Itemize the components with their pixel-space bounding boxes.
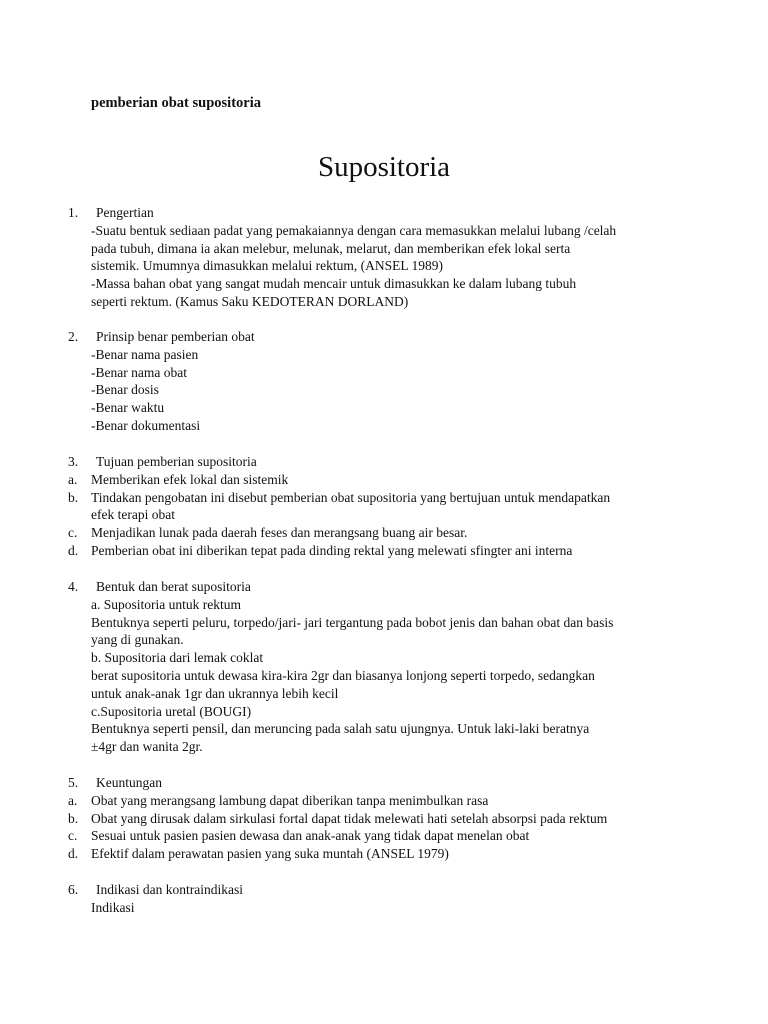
section-number: 4. — [68, 579, 79, 594]
item-line: Sesuai untuk pasien pasien dewasa dan anak-anak yang tidak dapat menelan obat — [91, 828, 530, 844]
item-marker: a. — [68, 471, 78, 487]
body-line: yang di gunakan. — [91, 632, 184, 648]
section-keuntungan — [0, 774, 700, 863]
section-header — [0, 774, 700, 792]
item-marker: d. — [68, 542, 79, 558]
item-marker: b. — [68, 489, 79, 505]
item-line: Efektif dalam perawatan pasien yang suka muntah (ANSEL 1979) — [91, 846, 449, 862]
section-body — [0, 596, 700, 756]
body-line: -Massa bahan obat yang sangat mudah mencair untuk dimasukkan ke dalam lubang tubuh — [91, 276, 577, 292]
section-title: Tujuan pemberian supositoria — [96, 454, 257, 469]
body-line: -Suatu bentuk sediaan padat yang pemakaiannya dengan cara memasukkan melalui lubang /celah — [91, 222, 617, 238]
body-line: Bentuknya seperti pensil, dan meruncing pada salah satu ujungnya. Untuk laki-laki beratnya — [91, 721, 590, 737]
section-title: Bentuk dan berat supositoria — [96, 579, 251, 594]
document-title: Supositoria — [317, 151, 451, 183]
item-marker: c. — [68, 828, 78, 844]
item-line: efek terapi obat — [91, 507, 175, 523]
body-line: Bentuknya seperti peluru, torpedo/jari- jari tergantung pada bobot jenis dan bahan obat dan basis — [91, 614, 614, 630]
item-line: Tindakan pengobatan ini disebut pemberian obat supositoria yang bertujuan untuk mendapatkan — [91, 489, 611, 505]
body-line: berat supositoria untuk dewasa kira-kira 2gr dan biasanya lonjong seperti torpedo, sedangkan — [91, 667, 595, 683]
section-body — [0, 899, 700, 917]
list-item — [0, 489, 700, 525]
item-marker: c. — [68, 525, 78, 541]
section-header — [0, 204, 700, 222]
body-line: b. Supositoria dari lemak coklat — [91, 650, 264, 666]
list-item — [0, 810, 700, 828]
section-header — [0, 881, 700, 899]
section-prinsip — [0, 328, 700, 435]
document-heading: pemberian obat supositoria — [91, 95, 261, 111]
section-pengertian — [0, 204, 700, 311]
item-line: Memberikan efek lokal dan sistemik — [91, 471, 289, 487]
body-line: -Benar nama obat — [91, 364, 187, 380]
body-line: sistemik. Umumnya dimasukkan melalui rektum, (ANSEL 1989) — [91, 258, 443, 274]
item-line: Pemberian obat ini diberikan tepat pada dinding rektal yang melewati sfingter ani interna — [91, 542, 573, 558]
section-body — [0, 222, 700, 311]
section-number: 5. — [68, 775, 79, 790]
section-header — [0, 578, 700, 596]
list-item — [0, 471, 700, 489]
section-title: Prinsip benar pemberian obat — [96, 329, 255, 344]
section-header — [0, 453, 700, 471]
section-number: 1. — [68, 205, 79, 220]
section-number: 6. — [68, 882, 79, 897]
section-number: 3. — [68, 454, 79, 469]
section-body — [0, 346, 700, 435]
body-line: untuk anak-anak 1gr dan ukrannya lebih kecil — [91, 685, 339, 701]
section-title: Pengertian — [96, 205, 154, 220]
list-item — [0, 792, 700, 810]
section-tujuan — [0, 453, 700, 560]
item-marker: b. — [68, 810, 79, 826]
body-line: -Benar dosis — [91, 382, 159, 398]
list-item — [0, 845, 700, 863]
body-line: ±4gr dan wanita 2gr. — [91, 739, 203, 755]
body-line: Indikasi — [91, 899, 135, 915]
body-line: c.Supositoria uretal (BOUGI) — [91, 703, 252, 719]
section-indikasi — [0, 881, 700, 917]
section-title: Keuntungan — [96, 775, 162, 790]
item-marker: d. — [68, 846, 79, 862]
body-line: -Benar waktu — [91, 400, 165, 416]
section-title: Indikasi dan kontraindikasi — [96, 882, 243, 897]
item-line: Menjadikan lunak pada daerah feses dan merangsang buang air besar. — [91, 525, 468, 541]
body-line: -Benar nama pasien — [91, 346, 199, 362]
section-number: 2. — [68, 329, 79, 344]
item-line: Obat yang dirusak dalam sirkulasi fortal dapat tidak melewati hati setelah absorpsi pada rektum — [91, 810, 608, 826]
section-bentuk — [0, 578, 700, 756]
body-line: -Benar dokumentasi — [91, 417, 201, 433]
body-line: seperti rektum. (Kamus Saku KEDOTERAN DORLAND) — [91, 293, 409, 309]
section-header — [0, 328, 700, 346]
item-line: Obat yang merangsang lambung dapat diberikan tanpa menimbulkan rasa — [91, 792, 489, 808]
body-line: pada tubuh, dimana ia akan melebur, melunak, melarut, dan memberikan efek lokal serta — [91, 240, 571, 256]
item-marker: a. — [68, 792, 78, 808]
list-item — [0, 542, 700, 560]
list-item — [0, 524, 700, 542]
list-item — [0, 827, 700, 845]
body-line: a. Supositoria untuk rektum — [91, 596, 241, 612]
